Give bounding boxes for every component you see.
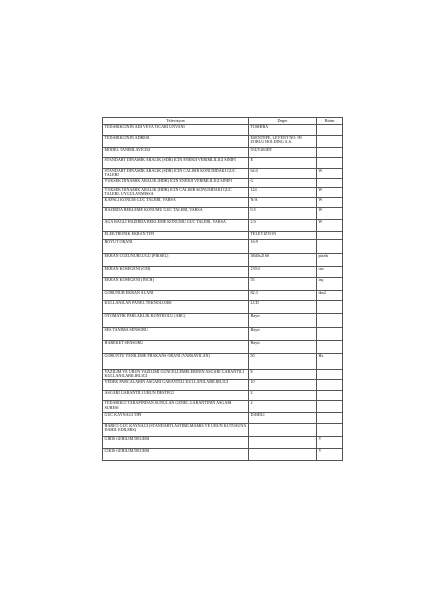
table-row xyxy=(103,401,343,413)
table-row xyxy=(103,423,343,437)
row-value: N/A xyxy=(249,197,317,208)
row-label: ASGARI GARANTILI URUN DESTEGI xyxy=(103,390,249,401)
row-unit xyxy=(317,135,343,148)
row-value: 10 xyxy=(249,380,317,391)
row-value: Hayir xyxy=(249,340,317,353)
table-row xyxy=(103,208,343,220)
table-row xyxy=(103,253,343,267)
row-unit: V xyxy=(317,449,343,461)
row-value: TOSHIBA xyxy=(249,125,317,136)
row-value: 139.0 xyxy=(249,267,317,278)
product-info-table xyxy=(102,117,343,461)
row-unit: pixels xyxy=(317,253,343,267)
row-label: GORUNUR EKRAN ALANI xyxy=(103,290,249,301)
table-row xyxy=(103,412,343,423)
row-value: 124 xyxy=(249,187,317,197)
row-unit xyxy=(317,301,343,314)
row-value: LCD xyxy=(249,301,317,314)
row-label: TEDARIKCI TARAFINDAN SUNULAN GENEL GARANTININ ASGARI SURESI xyxy=(103,401,249,413)
row-value: 55UV463DT xyxy=(249,148,317,158)
row-unit: cm xyxy=(317,267,343,278)
table-row xyxy=(103,231,343,240)
row-value: Hayir xyxy=(249,314,317,328)
table-row xyxy=(103,187,343,197)
row-value xyxy=(249,423,317,437)
row-value: 2.0 xyxy=(249,220,317,232)
table-row xyxy=(103,135,343,148)
row-unit: W xyxy=(317,187,343,197)
row-value: 2 xyxy=(249,390,317,401)
row-unit: W xyxy=(317,208,343,220)
table-row xyxy=(103,369,343,380)
row-label: YAZILIM VE URUN YAZILIMI GUNCELLEMELERININ ASGARI GARANTILI KULLANILABILIRLIGI xyxy=(103,369,249,380)
row-label: MODEL TANIMLAYICISI xyxy=(103,148,249,158)
row-unit xyxy=(317,380,343,391)
header-unit: Birim xyxy=(317,118,343,125)
row-unit xyxy=(317,148,343,158)
table-row xyxy=(103,327,343,340)
table-row xyxy=(103,148,343,158)
row-value xyxy=(249,449,317,461)
row-unit xyxy=(317,327,343,340)
table-header-row xyxy=(103,118,343,125)
header-product: Televizyon xyxy=(103,118,249,125)
row-label: EKRAN KOSEGENI (CM) xyxy=(103,267,249,278)
table-row xyxy=(103,240,343,254)
table-row xyxy=(103,277,343,290)
row-value: DAHILI xyxy=(249,412,317,423)
table-row xyxy=(103,314,343,328)
table-row xyxy=(103,340,343,353)
row-label: HAREKET SENSORU xyxy=(103,340,249,353)
row-unit xyxy=(317,178,343,187)
row-unit xyxy=(317,369,343,380)
row-value: 50 xyxy=(249,353,317,369)
table-row xyxy=(103,267,343,278)
row-unit xyxy=(317,231,343,240)
table-row xyxy=(103,437,343,449)
row-label: KAPALI KONUM GUC TALEBI, VARSA xyxy=(103,197,249,208)
row-value: 64.0 xyxy=(249,168,317,178)
row-value: 8 xyxy=(249,369,317,380)
table-row xyxy=(103,449,343,461)
table-row xyxy=(103,168,343,178)
row-value: 2 xyxy=(249,401,317,413)
table-row xyxy=(103,197,343,208)
row-value: 3840x2160 xyxy=(249,253,317,267)
table-row xyxy=(103,125,343,136)
row-label: OTOMATIK PARLAKLIK KONTROLU (ABC) xyxy=(103,314,249,328)
row-unit: V xyxy=(317,437,343,449)
row-label: YUKSEK DINAMIK ARALIK (HDR) ICIN ENERJI VERIMLILIGI SINIFI xyxy=(103,178,249,187)
row-unit xyxy=(317,412,343,423)
row-unit: W xyxy=(317,220,343,232)
table-row xyxy=(103,178,343,187)
table-row xyxy=(103,290,343,301)
row-value: 55 xyxy=(249,277,317,290)
table-row xyxy=(103,353,343,369)
row-label: STANDART DINAMIK ARALIK (SDR) ICIN CALISIR KONUMDAKI GUC TALEBI xyxy=(103,168,249,178)
row-value: E xyxy=(249,158,317,169)
row-value: TELEVIZYON xyxy=(249,231,317,240)
row-unit: inç xyxy=(317,277,343,290)
row-unit xyxy=(317,125,343,136)
table-row xyxy=(103,158,343,169)
row-unit: Hz xyxy=(317,353,343,369)
row-value xyxy=(249,437,317,449)
row-value: 16:9 xyxy=(249,240,317,254)
row-label: AGA BAGLI HAZIRDA BEKLEME KONUMU GUC TALEBI, VARSA xyxy=(103,220,249,232)
row-unit xyxy=(317,390,343,401)
row-value: ESENTEPE, LEVENT NO: 99 ZORLU HOLDING A.S. xyxy=(249,135,317,148)
row-label: ELEKTRONIK EKRAN TIPI xyxy=(103,231,249,240)
row-unit xyxy=(317,340,343,353)
row-label: TEDARIKCININ ADRESI xyxy=(103,135,249,148)
table-row xyxy=(103,380,343,391)
row-label: GORUNTU YENILEME FRAKANS ORANI (VARSAYILAN) xyxy=(103,353,249,369)
row-unit xyxy=(317,401,343,413)
row-label: EKRAN COZUNURLUGU (PIKSEL) xyxy=(103,253,249,267)
row-label: EKRAN KOSEGENI (INCH) xyxy=(103,277,249,290)
table-row xyxy=(103,220,343,232)
row-label: YEDEK PARCALARIN ASGARI GARANTILI KULLANILABILIRLIGI xyxy=(103,380,249,391)
row-label: YUKSEK DINAMIK ARALIK (HDR) ICIN CALISIR KONUMDAKI GUC TALEBI, UYGULANMISSA xyxy=(103,187,249,197)
row-unit xyxy=(317,240,343,254)
row-label: KULLANILAN PANEL TEKNOLOJISI xyxy=(103,301,249,314)
header-value: Deger xyxy=(249,118,317,125)
row-label: GUC KAYNAGI TIPI xyxy=(103,412,249,423)
row-unit xyxy=(317,314,343,328)
row-label: GIRIS GERILIM DEGERI xyxy=(103,437,249,449)
row-label: TEDARIKCININ ADI VEYA TICARI UNVANI xyxy=(103,125,249,136)
row-value: Hayir xyxy=(249,327,317,340)
row-label: CIKIS GERILIM DEGERI xyxy=(103,449,249,461)
row-unit: W xyxy=(317,197,343,208)
row-value: 0.5 xyxy=(249,208,317,220)
table-row xyxy=(103,390,343,401)
row-label: SES TANIMA SENSORU xyxy=(103,327,249,340)
row-value: 82.3 xyxy=(249,290,317,301)
row-unit xyxy=(317,423,343,437)
row-label: HARICI GUC KAYNAGI (STANDARTLASTIRILMAMIS VE URUN KUTUSUNA DAHIL EDILMIS) xyxy=(103,423,249,437)
row-label: BOYUT ORANI xyxy=(103,240,249,254)
table-row xyxy=(103,301,343,314)
row-unit: dm2 xyxy=(317,290,343,301)
row-label: STANDART DINAMIK ARALIK (SDR) ICIN ENERJI VERIMLILIGI SINIFI xyxy=(103,158,249,169)
row-unit xyxy=(317,158,343,169)
row-unit: W xyxy=(317,168,343,178)
row-value: G xyxy=(249,178,317,187)
row-label: HAZIRDA BEKLEME KONUMU GUC TALEBI, VARSA xyxy=(103,208,249,220)
